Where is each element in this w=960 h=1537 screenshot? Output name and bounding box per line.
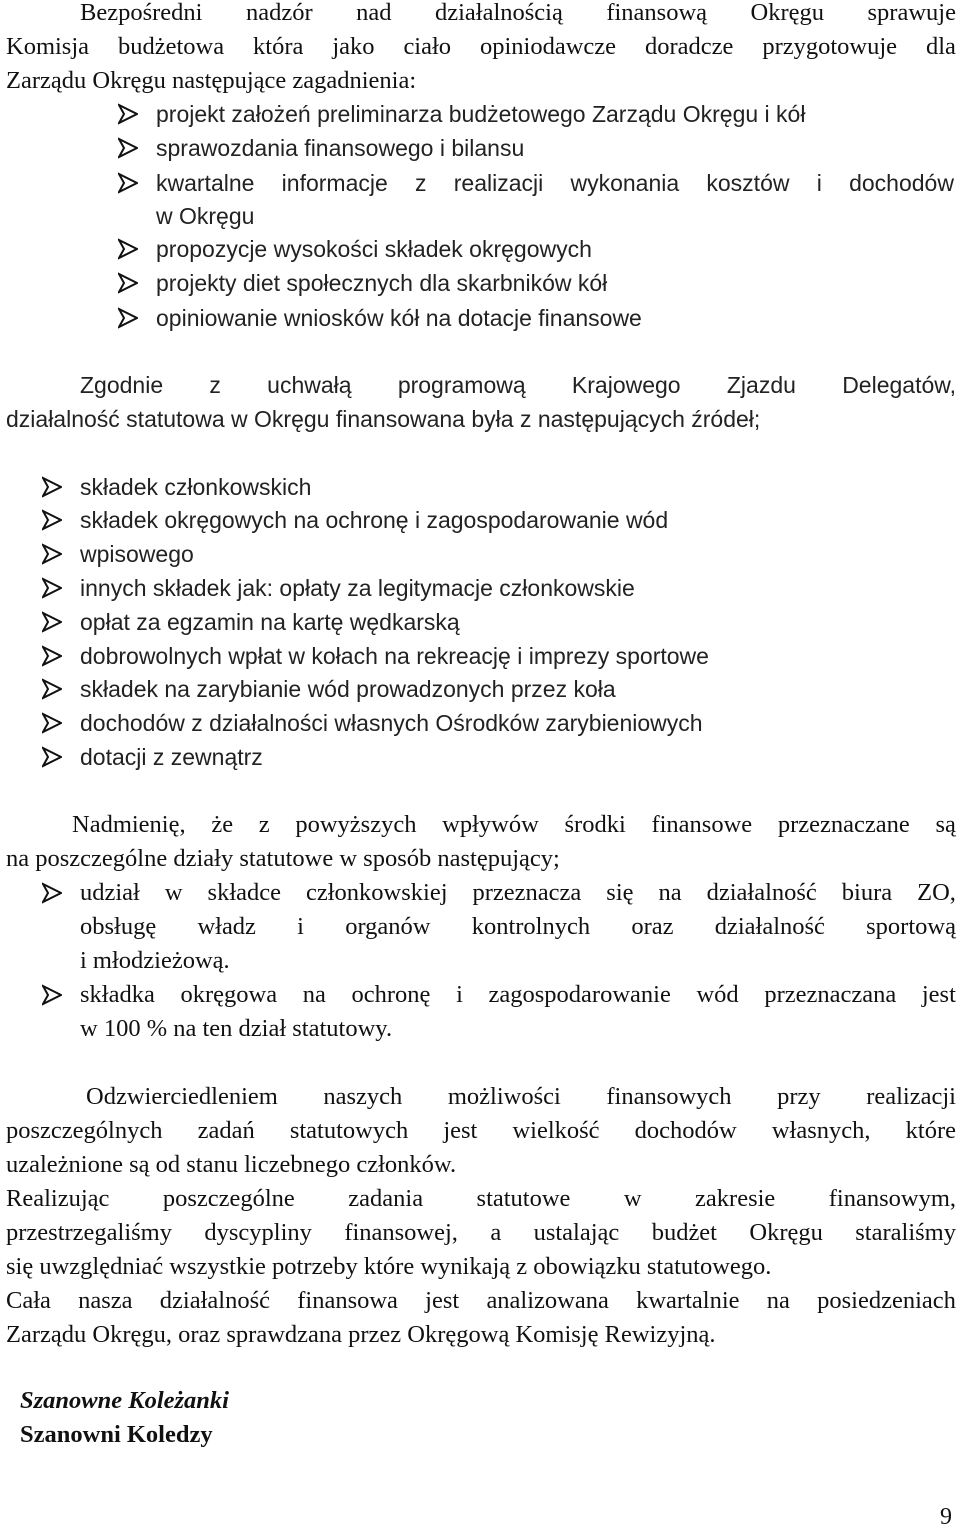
arrowhead-bullet-icon — [118, 307, 138, 329]
arrowhead-bullet-icon — [42, 611, 62, 633]
arrowhead-bullet-icon — [118, 238, 138, 260]
arrowhead-bullet-icon — [42, 678, 62, 700]
page-number: 9 — [940, 1504, 952, 1530]
allocation-item-text: składka okręgowa na ochronę i zagospodarowanie wód przeznaczana jest — [80, 981, 956, 1008]
closing-line-8: Zarządu Okręgu, oraz sprawdzana przez Okręgową Komisję Rewizyjną. — [6, 1321, 716, 1348]
arrowhead-bullet-icon — [118, 137, 138, 159]
intro-item-text: sprawozdania finansowego i bilansu — [156, 135, 525, 161]
closing-line-4: Realizując poszczególne zadania statutowe w zakresie finansowym, — [6, 1185, 956, 1212]
sources-line-1: Zgodnie z uchwałą programową Krajowego Zjazdu Delegatów, — [80, 372, 956, 398]
arrowhead-bullet-icon — [42, 543, 62, 565]
intro-line-2: Komisja budżetowa która jako ciało opiniodawcze doradcze przygotowuje dla — [6, 33, 956, 60]
arrowhead-bullet-icon — [118, 103, 138, 125]
intro-line-1: Bezpośredni nadzór nad działalnością finansową Okręgu sprawuje — [80, 0, 956, 26]
allocation-line-1: Nadmienię, że z powyższych wpływów środki finansowe przeznaczane są — [72, 811, 956, 838]
closing-line-3: uzależnione są od stanu liczebnego członków. — [6, 1151, 457, 1178]
allocation-item-2-continuation: w 100 % na ten dział statutowy. — [80, 1015, 393, 1042]
sources-item-text: dobrowolnych wpłat w kołach na rekreację i imprezy sportowe — [80, 643, 709, 669]
arrowhead-bullet-icon — [42, 476, 62, 498]
salutation-line-2: Szanowni Koledzy — [20, 1421, 213, 1448]
intro-line-3: Zarządu Okręgu następujące zagadnienia: — [6, 67, 417, 94]
intro-item-text: propozycje wysokości składek okręgowych — [156, 236, 592, 262]
intro-item-text: projekt założeń preliminarza budżetowego Zarządu Okręgu i kół — [156, 101, 806, 127]
arrowhead-bullet-icon — [118, 172, 138, 194]
allocation-item-text: udział w składce członkowskiej przeznacza się na działalność biura ZO, — [80, 879, 956, 906]
arrowhead-bullet-icon — [42, 509, 62, 531]
closing-line-7: Cała nasza działalność finansowa jest analizowana kwartalnie na posiedzeniach — [6, 1287, 956, 1314]
intro-item-text: opiniowanie wniosków kół na dotacje finansowe — [156, 305, 642, 331]
arrowhead-bullet-icon — [42, 882, 62, 904]
sources-item-text: opłat za egzamin na kartę wędkarską — [80, 609, 460, 635]
intro-item-text: kwartalne informacje z realizacji wykonania kosztów i dochodów — [156, 170, 954, 196]
sources-item-text: składek na zarybianie wód prowadzonych przez koła — [80, 676, 616, 702]
sources-item-text: dotacji z zewnątrz — [80, 744, 263, 770]
arrowhead-bullet-icon — [42, 746, 62, 768]
sources-item-text: innych składek jak: opłaty za legitymacje członkowskie — [80, 575, 635, 601]
allocation-line-2: na poszczególne działy statutowe w sposób następujący; — [6, 845, 560, 872]
closing-line-1: Odzwierciedleniem naszych możliwości finansowych przy realizacji — [86, 1083, 956, 1110]
sources-item-text: wpisowego — [80, 541, 194, 567]
salutation-line-1: Szanowne Koleżanki — [20, 1387, 229, 1414]
closing-line-2: poszczególnych zadań statutowych jest wielkość dochodów własnych, które — [6, 1117, 956, 1144]
sources-item-text: składek członkowskich — [80, 474, 312, 500]
arrowhead-bullet-icon — [42, 577, 62, 599]
closing-line-6: się uwzględniać wszystkie potrzeby które wynikają z obowiązku statutowego. — [6, 1253, 772, 1280]
sources-item-text: dochodów z działalności własnych Ośrodków zarybieniowych — [80, 710, 703, 736]
closing-line-5: przestrzegaliśmy dyscypliny finansowej, a ustalając budżet Okręgu staraliśmy — [6, 1219, 956, 1246]
arrowhead-bullet-icon — [42, 984, 62, 1006]
arrowhead-bullet-icon — [42, 645, 62, 667]
allocation-item-1-continuation-2: i młodzieżową. — [80, 947, 230, 974]
arrowhead-bullet-icon — [118, 272, 138, 294]
sources-line-2: działalność statutowa w Okręgu finansowana była z następujących źródeł; — [6, 406, 761, 432]
sources-item-text: składek okręgowych na ochronę i zagospodarowanie wód — [80, 507, 669, 533]
allocation-item-1-continuation-1: obsługę władz i organów kontrolnych oraz działalność sportową — [80, 913, 956, 940]
intro-item-3-continuation: w Okręgu — [156, 203, 255, 229]
intro-item-text: projekty diet społecznych dla skarbników kół — [156, 270, 608, 296]
arrowhead-bullet-icon — [42, 712, 62, 734]
